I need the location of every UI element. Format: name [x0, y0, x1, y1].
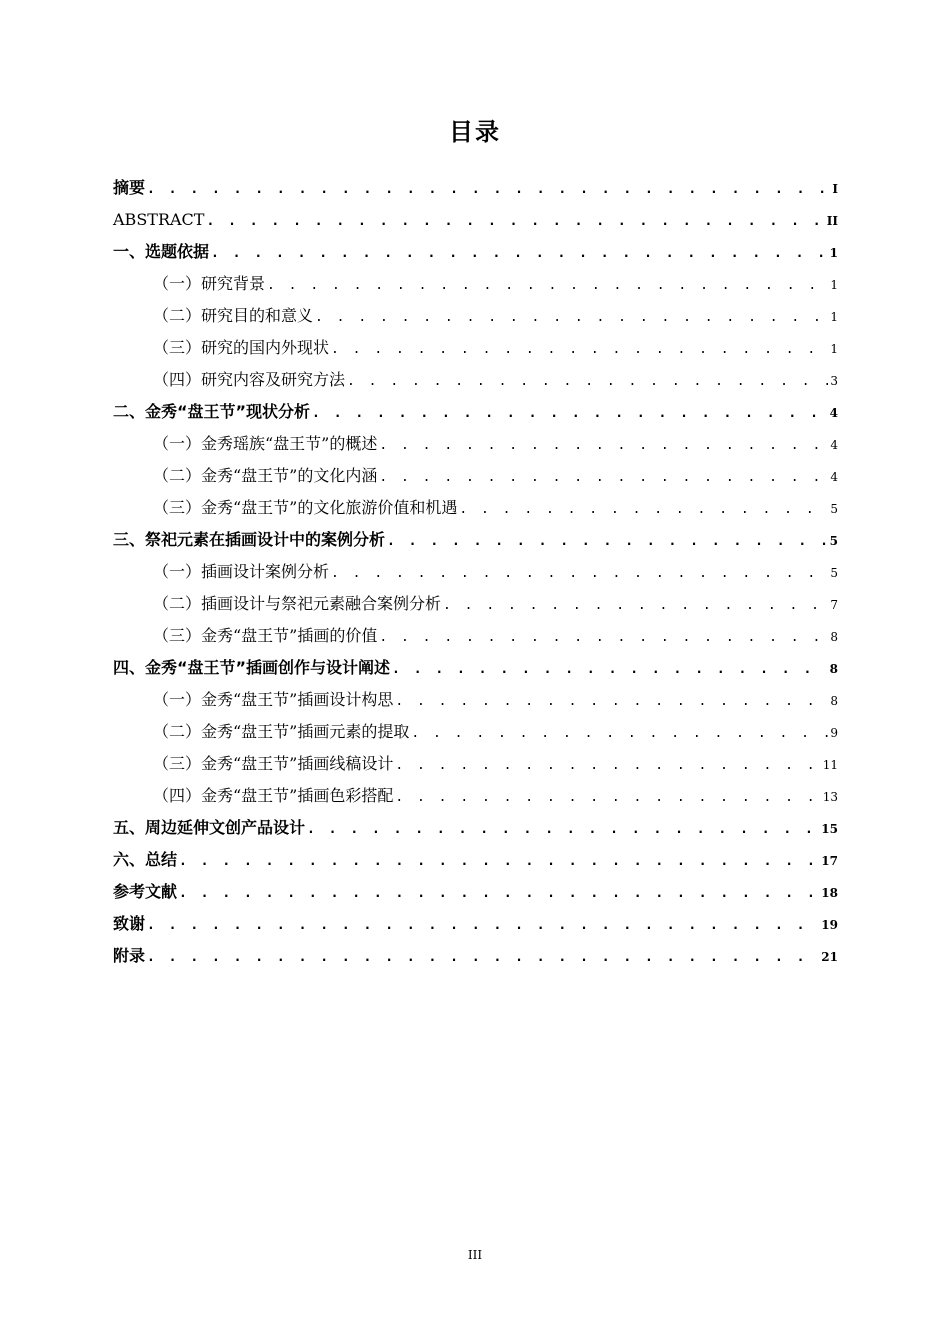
dot-leader — [147, 174, 830, 206]
toc-entry-label: （二）金秀“盘王节”插画元素的提取 — [153, 722, 410, 741]
toc-entry-label: 参考文献 — [113, 882, 178, 901]
toc-page-number: 21 — [821, 950, 838, 964]
dot-leader — [443, 590, 828, 622]
toc-page-number: 7 — [830, 598, 838, 612]
toc-entry-label: （四）金秀“盘王节”插画色彩搭配 — [153, 786, 394, 805]
dot-leader — [147, 910, 819, 942]
toc-subentry[interactable] — [113, 300, 838, 332]
toc-page-number: 5 — [830, 502, 838, 516]
toc-page-number: 11 — [822, 758, 838, 772]
toc-entry[interactable] — [113, 940, 838, 972]
toc-entry-label: 三、祭祀元素在插画设计中的案例分析 — [113, 530, 386, 549]
toc-entry-label: 一、选题依据 — [113, 242, 210, 261]
toc-subentry[interactable] — [113, 556, 838, 588]
table-of-contents — [113, 172, 838, 972]
toc-entry-label: （三）金秀“盘王节”插画线稿设计 — [153, 754, 394, 773]
toc-entry[interactable] — [113, 908, 838, 940]
toc-page-number: 18 — [821, 886, 838, 900]
toc-subentry[interactable] — [113, 364, 838, 396]
toc-entry-label: （二）插画设计与祭祀元素融合案例分析 — [153, 594, 442, 613]
toc-page-number: 5 — [829, 534, 838, 548]
toc-page-number: 8 — [830, 630, 838, 644]
dot-leader — [312, 398, 828, 430]
toc-page-number: I — [832, 182, 838, 196]
toc-subentry[interactable] — [113, 780, 838, 812]
toc-page-number: 1 — [829, 246, 838, 260]
toc-entry[interactable] — [113, 524, 838, 556]
toc-subentry[interactable] — [113, 748, 838, 780]
toc-entry-label: （三）研究的国内外现状 — [153, 338, 330, 357]
dot-leader — [267, 270, 828, 302]
toc-page-number: 4 — [830, 470, 838, 484]
dot-leader — [307, 814, 819, 846]
toc-page-number: 1 — [830, 342, 838, 356]
toc-page-number: 4 — [830, 438, 838, 452]
toc-entry-label: 四、金秀“盘王节”插画创作与设计阐述 — [113, 658, 391, 677]
dot-leader — [395, 782, 820, 814]
dot-leader — [179, 878, 819, 910]
toc-entry-label: 致谢 — [113, 914, 146, 933]
toc-entry[interactable] — [113, 812, 838, 844]
toc-entry-label: （一）插画设计案例分析 — [153, 562, 330, 581]
dot-leader — [179, 846, 819, 878]
dot-leader — [211, 238, 828, 270]
dot-leader — [387, 526, 828, 558]
toc-page-number: 3 — [830, 374, 838, 388]
toc-page-number: 5 — [830, 566, 838, 580]
dot-leader — [147, 942, 819, 974]
toc-page-number: 9 — [830, 726, 838, 740]
toc-entry-label: 六、总结 — [113, 850, 178, 869]
toc-subentry[interactable] — [113, 428, 838, 460]
toc-entry[interactable] — [113, 172, 838, 204]
dot-leader — [379, 622, 828, 654]
toc-entry-label: 摘要 — [113, 178, 146, 197]
toc-entry[interactable] — [113, 652, 838, 684]
toc-subentry[interactable] — [113, 492, 838, 524]
toc-subentry[interactable] — [113, 620, 838, 652]
toc-page-number: 8 — [829, 662, 838, 676]
toc-entry-label: 附录 — [113, 946, 146, 965]
toc-page-number: 17 — [821, 854, 838, 868]
toc-entry-label: （二）金秀“盘王节”的文化内涵 — [153, 466, 378, 485]
toc-entry[interactable] — [113, 844, 838, 876]
page-number-footer: III — [467, 1248, 483, 1262]
page-title: 目录 — [449, 118, 501, 146]
dot-leader — [459, 494, 828, 526]
toc-entry-label: 二、金秀“盘王节”现状分析 — [113, 402, 311, 421]
dot-leader — [206, 206, 824, 238]
toc-subentry[interactable] — [113, 332, 838, 364]
dot-leader — [347, 366, 828, 398]
toc-subentry[interactable] — [113, 684, 838, 716]
dot-leader — [392, 654, 828, 686]
toc-entry-label: 五、周边延伸文创产品设计 — [113, 818, 306, 837]
dot-leader — [395, 686, 828, 718]
toc-page-number: 19 — [821, 918, 838, 932]
toc-entry-label: ABSTRACT — [113, 210, 205, 229]
dot-leader — [331, 558, 828, 590]
toc-entry-label: （一）金秀瑶族“盘王节”的概述 — [153, 434, 378, 453]
toc-page-number: 13 — [822, 790, 838, 804]
toc-page-number: II — [826, 214, 838, 228]
toc-page-number: 8 — [830, 694, 838, 708]
toc-page-number: 4 — [829, 406, 838, 420]
toc-subentry[interactable] — [113, 268, 838, 300]
dot-leader — [315, 302, 828, 334]
toc-entry-label: （二）研究目的和意义 — [153, 306, 314, 325]
toc-entry[interactable] — [113, 204, 838, 236]
toc-page-number: 15 — [821, 822, 838, 836]
toc-entry-label: （一）研究背景 — [153, 274, 266, 293]
toc-entry[interactable] — [113, 396, 838, 428]
toc-entry-label: （三）金秀“盘王节”插画的价值 — [153, 626, 378, 645]
dot-leader — [411, 718, 828, 750]
toc-page-number: 1 — [830, 310, 838, 324]
toc-subentry[interactable] — [113, 588, 838, 620]
toc-entry-label: （三）金秀“盘王节”的文化旅游价值和机遇 — [153, 498, 458, 517]
toc-entry-label: （四）研究内容及研究方法 — [153, 370, 346, 389]
toc-page-number: 1 — [830, 278, 838, 292]
dot-leader — [395, 750, 820, 782]
dot-leader — [379, 430, 828, 462]
toc-entry[interactable] — [113, 876, 838, 908]
dot-leader — [331, 334, 828, 366]
dot-leader — [379, 462, 828, 494]
toc-entry[interactable] — [113, 236, 838, 268]
toc-subentry[interactable] — [113, 460, 838, 492]
toc-subentry[interactable] — [113, 716, 838, 748]
toc-entry-label: （一）金秀“盘王节”插画设计构思 — [153, 690, 394, 709]
